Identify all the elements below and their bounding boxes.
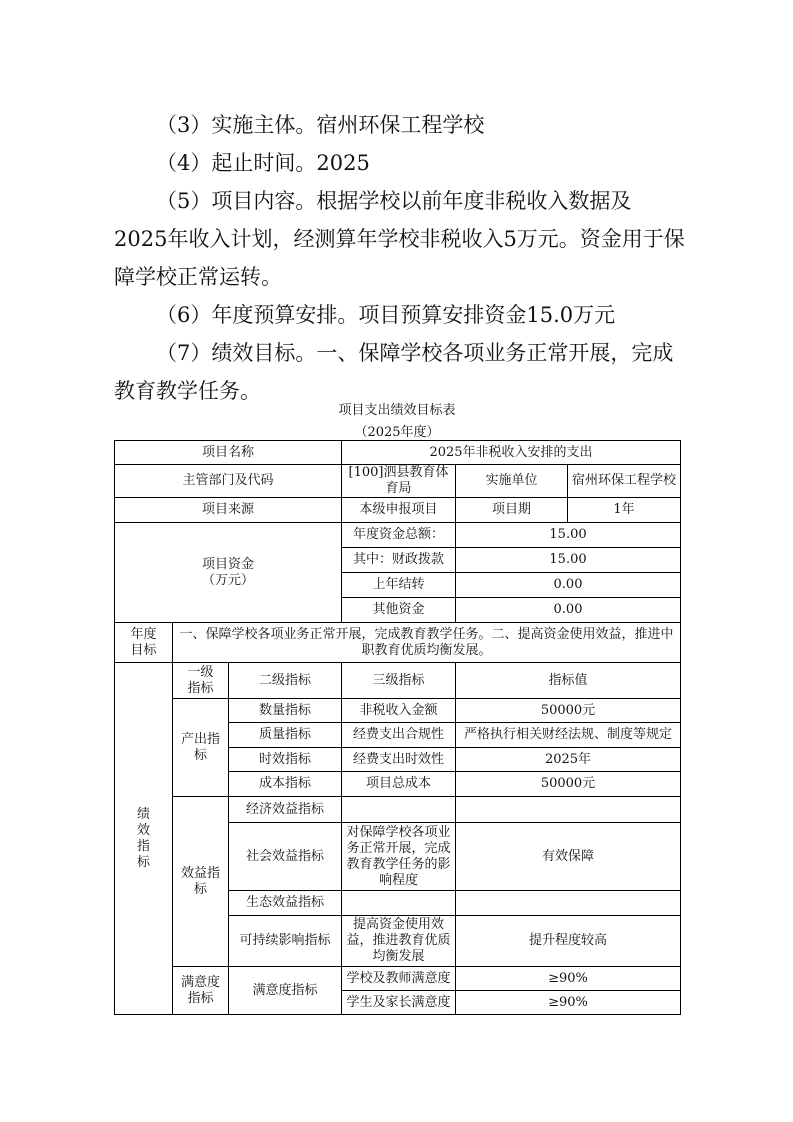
- paragraph-goal-line-1: （7）绩效目标。一、保障学校各项业务正常开展，完成: [156, 341, 674, 365]
- funds-total-value: 15.00: [456, 523, 681, 548]
- output-value: 50000元: [456, 699, 681, 723]
- paragraph-content-line-1: （5）项目内容。根据学校以前年度非税收入数据及: [156, 189, 632, 213]
- project-name-value: 2025年非税收入安排的支出: [342, 441, 681, 465]
- paragraph-implementing-body: （3）实施主体。宿州环保工程学校: [156, 113, 485, 137]
- impl-label: 实施单位: [456, 465, 568, 498]
- satisfaction-value: ≥90%: [456, 967, 681, 991]
- paragraph-period: （4）起止时间。2025: [156, 151, 370, 175]
- performance-indicators-label: 绩 效 指 标: [115, 663, 173, 1015]
- table-row: [115, 663, 681, 699]
- output-l2: 成本指标: [229, 772, 342, 797]
- annual-goal-text: 一、保障学校各项业务正常开展，完成教育教学任务。二、提高资金使用效益，推进中职教育优质均衡发展。: [173, 623, 681, 663]
- table-row: [115, 523, 681, 548]
- output-value: 50000元: [456, 772, 681, 797]
- dept-value: [100]泗县教育体育局: [342, 465, 456, 498]
- output-l2: 数量指标: [229, 699, 342, 723]
- satisfaction-value: ≥90%: [456, 991, 681, 1015]
- output-l3: 项目总成本: [342, 772, 456, 797]
- funds-carryover-label: 上年结转: [342, 573, 456, 598]
- output-value: 2025年: [456, 748, 681, 772]
- benefit-value: [456, 797, 681, 823]
- satisfaction-l2: 满意度指标: [229, 967, 342, 1015]
- dept-label: 主管部门及代码: [115, 465, 342, 498]
- satisfaction-l3: 学校及教师满意度: [342, 967, 456, 991]
- impl-value: 宿州环保工程学校: [568, 465, 681, 498]
- output-l2: 时效指标: [229, 748, 342, 772]
- table-title: 项目支出绩效目标表: [338, 403, 456, 418]
- source-value: 本级申报项目: [342, 498, 456, 523]
- header-level3: 三级指标: [342, 663, 456, 699]
- output-l2: 质量指标: [229, 723, 342, 748]
- funds-fiscal-value: 15.00: [456, 548, 681, 573]
- table-row: [115, 465, 681, 498]
- table-row: [115, 498, 681, 523]
- funds-label: 项目资金 （万元）: [115, 523, 342, 623]
- funds-carryover-value: 0.00: [456, 573, 681, 598]
- table-row: [115, 441, 681, 465]
- output-indicators-label: 产出指 标: [173, 699, 229, 797]
- output-l3: 非税收入金额: [342, 699, 456, 723]
- project-name-label: 项目名称: [115, 441, 342, 465]
- funds-fiscal-label: 其中：财政拨款: [342, 548, 456, 573]
- header-level1: 一级 指标: [173, 663, 229, 699]
- benefit-l2: 经济效益指标: [229, 797, 342, 823]
- funds-other-label: 其他资金: [342, 598, 456, 623]
- output-l3: 经费支出时效性: [342, 748, 456, 772]
- header-level2: 二级指标: [229, 663, 342, 699]
- period-label: 项目期: [456, 498, 568, 523]
- funds-total-label: 年度资金总额：: [342, 523, 456, 548]
- benefit-value: 提升程度较高: [456, 916, 681, 967]
- table-row: [115, 699, 681, 723]
- benefit-l2: 生态效益指标: [229, 891, 342, 916]
- table-year: （2025年度）: [354, 425, 440, 440]
- output-value: 严格执行相关财经法规、制度等规定: [456, 723, 681, 748]
- annual-goal-label: 年度 目标: [115, 623, 173, 663]
- table-row: [115, 967, 681, 991]
- paragraph-goal-line-2: 教育教学任务。: [114, 379, 261, 403]
- benefit-l3: 提高资金使用效益，推进教育优质均衡发展: [342, 916, 456, 967]
- satisfaction-l3: 学生及家长满意度: [342, 991, 456, 1015]
- paragraph-budget: （6）年度预算安排。项目预算安排资金15.0万元: [156, 303, 616, 327]
- benefit-value: 有效保障: [456, 823, 681, 891]
- funds-other-value: 0.00: [456, 598, 681, 623]
- table-row: [115, 623, 681, 663]
- header-value: 指标值: [456, 663, 681, 699]
- paragraph-content-line-2: 2025年收入计划，经测算年学校非税收入5万元。资金用于保: [114, 227, 685, 251]
- performance-target-table: [114, 440, 681, 1015]
- benefit-l2: 可持续影响指标: [229, 916, 342, 967]
- benefit-indicators-label: 效益指 标: [173, 797, 229, 967]
- benefit-l3: 对保障学校各项业务正常开展，完成教育教学任务的影响程度: [342, 823, 456, 891]
- paragraph-content-line-3: 障学校正常运转。: [114, 265, 282, 289]
- source-label: 项目来源: [115, 498, 342, 523]
- benefit-value: [456, 891, 681, 916]
- satisfaction-indicators-label: 满意度 指标: [173, 967, 229, 1015]
- output-l3: 经费支出合规性: [342, 723, 456, 748]
- benefit-l2: 社会效益指标: [229, 823, 342, 891]
- table-row: [115, 797, 681, 823]
- benefit-l3: [342, 891, 456, 916]
- benefit-l3: [342, 797, 456, 823]
- period-value: 1年: [568, 498, 681, 523]
